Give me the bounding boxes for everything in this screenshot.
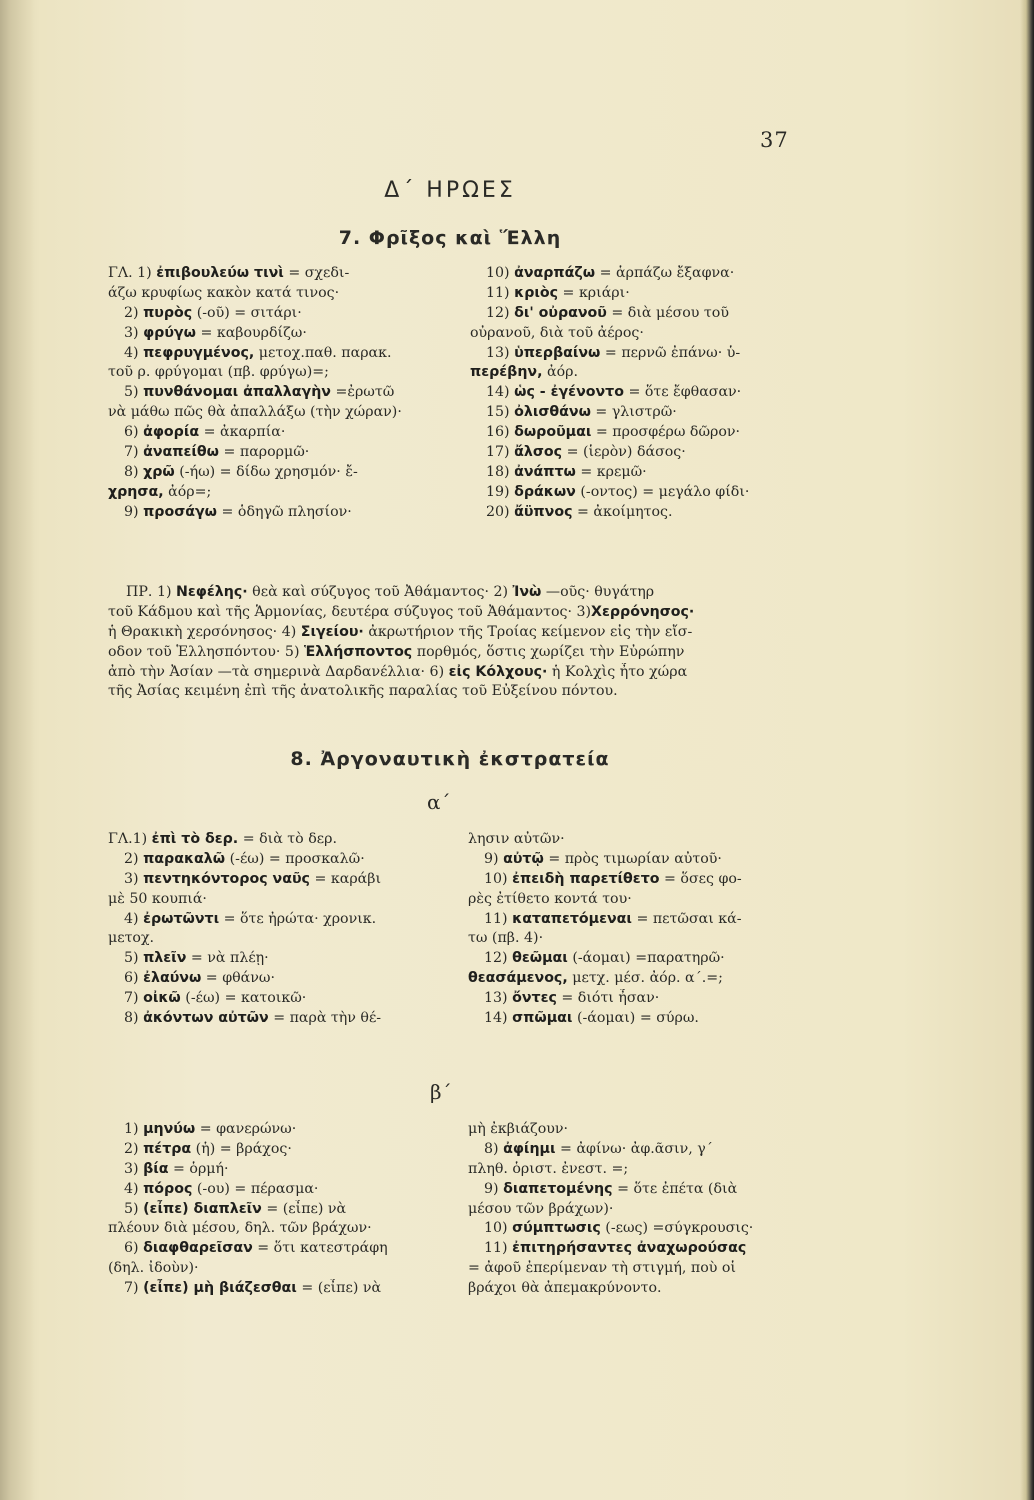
- entry-number: ΓΛ.1): [108, 831, 152, 847]
- entry-number: 13): [484, 990, 513, 1007]
- glossary-line: [470, 324, 810, 344]
- entry-number: 2): [124, 1140, 144, 1157]
- headword: πεφρυγμένος,: [143, 344, 255, 361]
- definition: = παρὰ τὴν θέ-: [273, 1010, 382, 1027]
- headword: πυνθάνομαι ἀπαλλαγὴν: [143, 384, 331, 401]
- definition: = ὁδηγῶ πλησίον·: [221, 503, 352, 520]
- part-b-glossary-right: [468, 1120, 808, 1299]
- headword: ὡς - ἐγένοντο: [514, 384, 624, 401]
- note-term: εἰς Κόλχους·: [448, 663, 548, 680]
- definition: ἀόρ=;: [168, 483, 212, 500]
- headword: πόρος: [143, 1180, 193, 1197]
- definition: = περνῶ ἐπάνω· ὑ-: [604, 344, 741, 361]
- glossary-line: [468, 1160, 808, 1180]
- page-edge-shadow: [1020, 0, 1034, 1500]
- section-7-glossary-left: [108, 264, 458, 523]
- headword: ἀνάπτω: [514, 463, 576, 480]
- entry-number: 11): [486, 284, 515, 301]
- headword: δωροῦμαι: [514, 424, 592, 441]
- headword: ἄϋπνος: [514, 503, 573, 520]
- headword: πλεῖν: [143, 950, 187, 967]
- headword: διαφθαρεῖσαν: [143, 1240, 253, 1257]
- definition: μετοχ.παθ. παρακ.: [258, 344, 392, 361]
- glossary-line: [108, 1160, 458, 1180]
- glossary-line: [468, 1180, 808, 1200]
- headword: παρακαλῶ: [143, 850, 226, 867]
- entry-number: 12): [484, 950, 513, 967]
- definition: ρὲς ἐτίθετο κοντά του·: [468, 890, 632, 907]
- headword: ἐπιτηρήσαντες ἀναχωρούσας: [512, 1240, 747, 1257]
- note-text: οδον τοῦ Ἑλλησπόντου· 5): [108, 643, 304, 660]
- definition: = ἀφίνω· ἀφ.ᾶσιν, γ΄: [560, 1140, 713, 1157]
- definition: = γλιστρῶ·: [595, 404, 677, 421]
- definition: (-εως) =σύγκρουσις·: [605, 1220, 754, 1237]
- definition: = (εἶπε) νὰ: [301, 1280, 382, 1297]
- glossary-line: [108, 949, 458, 969]
- headword: περέβην,: [470, 364, 543, 381]
- definition: = διὰ τὸ δερ.: [242, 831, 337, 847]
- glossary-line: [108, 929, 458, 949]
- glossary-line: [470, 483, 810, 503]
- definition: μετοχ.: [108, 930, 155, 947]
- definition: = (εἶπε) νὰ: [266, 1200, 347, 1217]
- section-8-title: 8. Ἀργοναυτικὴ ἐκστρατεία: [290, 748, 610, 770]
- note-text: τοῦ Κάδμου καὶ τῆς Ἁρμονίας, δευτέρα σύζυγος τοῦ Ἀθάμαντος· 3): [108, 603, 592, 620]
- glossary-line: [468, 929, 808, 949]
- glossary-line: [108, 989, 458, 1009]
- note-term: Σιγείου·: [300, 623, 364, 640]
- headword: (εἶπε) μὴ βιάζεσθαι: [143, 1280, 297, 1297]
- definition: πλέουν διὰ μέσου, δηλ. τῶν βράχων·: [108, 1220, 372, 1237]
- glossary-line: [108, 1239, 458, 1259]
- headword: ἐπὶ τὸ δερ.: [151, 831, 239, 847]
- definition: βράχοι θὰ ἀπεμακρύνοντο.: [468, 1280, 662, 1297]
- definition: (δηλ. ἰδοὺν)·: [108, 1260, 199, 1277]
- definition: = κρεμῶ·: [580, 463, 647, 480]
- definition: = ἀκοίμητος.: [577, 503, 673, 520]
- definition: = ὅτι κατεστράφη: [257, 1240, 388, 1257]
- headword: σπῶμαι: [512, 1010, 573, 1027]
- definition: = ὅτε ἐπέτα (διὰ: [617, 1180, 738, 1197]
- definition: = διότι ἦσαν·: [561, 990, 660, 1007]
- glossary-line: [470, 463, 810, 483]
- entry-number: 15): [486, 404, 515, 421]
- note-line: [108, 682, 808, 702]
- headword: ἀφίημι: [503, 1140, 556, 1157]
- headword: σύμπτωσις: [512, 1220, 601, 1237]
- glossary-line: [470, 423, 810, 443]
- glossary-line: [470, 304, 810, 324]
- glossary-line: [108, 403, 458, 423]
- entry-number: 3): [124, 1160, 144, 1177]
- glossary-line: [108, 284, 458, 304]
- note-text: ΠΡ. 1): [126, 584, 177, 600]
- note-line: [108, 663, 808, 683]
- entry-number: 7): [124, 1280, 144, 1297]
- definition: (-άομαι) =παρατηρῶ·: [572, 950, 725, 967]
- headword: ἀναπείθω: [143, 444, 219, 461]
- glossary-line: [468, 1009, 808, 1029]
- glossary-line: [108, 1219, 458, 1239]
- headword: ὀλισθάνω: [514, 404, 591, 421]
- definition: ἀόρ.: [547, 364, 578, 381]
- note-term: Ἑλλήσποντος: [304, 643, 413, 660]
- glossary-line: [468, 1200, 808, 1220]
- entry-number: 5): [124, 950, 144, 967]
- note-line: [108, 603, 808, 623]
- headword: ἄλσος: [514, 444, 563, 461]
- glossary-line: [108, 830, 458, 850]
- glossary-line: [108, 1120, 458, 1140]
- glossary-line: [468, 1279, 808, 1299]
- note-line: [108, 583, 808, 603]
- definition: = διὰ μέσου τοῦ: [611, 304, 729, 321]
- entry-number: 11): [484, 910, 513, 927]
- glossary-line: [108, 383, 458, 403]
- definition: = σχεδι-: [288, 265, 350, 281]
- glossary-line: [108, 503, 458, 523]
- entry-number: 14): [486, 384, 515, 401]
- entry-number: 6): [124, 424, 144, 441]
- headword: χρησα,: [108, 483, 164, 500]
- headword: ὄντες: [512, 990, 557, 1007]
- glossary-line: [108, 483, 458, 503]
- definition: μετχ. μέσ. ἀόρ. α΄.=;: [572, 970, 723, 987]
- headword: ἐλαύνω: [143, 970, 202, 987]
- entry-number: 19): [486, 483, 515, 500]
- headword: θεῶμαι: [512, 950, 568, 967]
- definition: = πετῶσαι κά-: [636, 910, 742, 927]
- note-term: Χερρόνησος·: [591, 603, 695, 620]
- definition: μέσου τῶν βράχων)·: [468, 1200, 614, 1217]
- definition: = φανερώνω·: [199, 1121, 297, 1137]
- glossary-line: [468, 910, 808, 930]
- note-text: —οῦς· θυγάτηρ: [541, 584, 655, 600]
- entry-number: 3): [124, 324, 144, 341]
- entry-number: 7): [124, 444, 144, 461]
- glossary-line: [468, 890, 808, 910]
- glossary-line: [470, 344, 810, 364]
- glossary-line: [108, 890, 458, 910]
- definition: = καβουρδίζω·: [200, 324, 307, 341]
- entry-number: 4): [124, 910, 144, 927]
- headword: πυρὸς: [143, 304, 193, 321]
- definition: = ὅτε ἔφθασαν·: [628, 384, 742, 401]
- entry-number: 6): [124, 1240, 144, 1257]
- glossary-line: [108, 1279, 458, 1299]
- glossary-line: [108, 910, 458, 930]
- chapter-title: Δ΄ ΗΡΩΕΣ: [384, 178, 516, 203]
- glossary-line: [470, 363, 810, 383]
- entry-number: 10): [486, 265, 515, 281]
- headword: δράκων: [514, 483, 576, 500]
- glossary-line: [470, 503, 810, 523]
- glossary-line: [470, 403, 810, 423]
- entry-number: 9): [124, 503, 144, 520]
- headword: θεασάμενος,: [468, 970, 568, 987]
- entry-number: 1): [124, 1121, 144, 1137]
- definition: = κριάρι·: [562, 284, 630, 301]
- definition: λησιν αὐτῶν·: [468, 831, 565, 847]
- glossary-line: [468, 850, 808, 870]
- glossary-line: [468, 870, 808, 890]
- entry-number: 4): [124, 344, 144, 361]
- entry-number: 18): [486, 463, 515, 480]
- headword: προσάγω: [143, 503, 217, 520]
- glossary-line: [468, 989, 808, 1009]
- glossary-line: [108, 344, 458, 364]
- note-text: ἀκρωτήριον τῆς Τροίας κείμενον εἰς τὴν εἴσ-: [363, 623, 693, 640]
- note-text: ἡ Κολχὶς ἦτο χώρα: [547, 663, 688, 680]
- entry-number: 7): [124, 990, 144, 1007]
- definition: = νὰ πλέῃ·: [190, 950, 269, 967]
- entry-number: 11): [484, 1240, 513, 1257]
- headword: πεντηκόντορος ναῦς: [143, 870, 310, 887]
- definition: =ἐρωτῶ: [335, 384, 395, 401]
- entry-number: 20): [486, 503, 515, 520]
- definition: = ὁρμή·: [173, 1160, 229, 1177]
- headword: μηνύω: [143, 1121, 196, 1137]
- definition: οὐρανοῦ, διὰ τοῦ ἀέρος·: [470, 324, 644, 341]
- definition: (-οῦ) = σιτάρι·: [196, 304, 302, 321]
- glossary-line: [108, 363, 458, 383]
- headword: πέτρα: [143, 1140, 192, 1157]
- glossary-line: [470, 264, 810, 284]
- glossary-line: [108, 1200, 458, 1220]
- entry-number: 10): [484, 870, 513, 887]
- headword: διαπετομένης: [503, 1180, 613, 1197]
- note-text: τῆς Ἀσίας κειμένη ἐπὶ τῆς ἀνατολικῆς παραλίας τοῦ Εὐξείνου πόντου.: [108, 683, 618, 700]
- headword: χρῶ: [143, 463, 175, 480]
- definition: = ὅσες φο-: [664, 870, 742, 887]
- part-b-glossary-left: [108, 1120, 458, 1299]
- glossary-line: [468, 1120, 808, 1140]
- glossary-line: [468, 1219, 808, 1239]
- headword: ἀκόντων αὐτῶν: [143, 1010, 269, 1027]
- headword: (εἶπε) διαπλεῖν: [143, 1200, 262, 1217]
- definition: νὰ μάθω πῶς θὰ ἀπαλλάξω (τὴν χώραν)·: [108, 404, 402, 421]
- definition: τοῦ ρ. φρύγομαι (πβ. φρύγω)=;: [108, 364, 329, 381]
- note-line: [108, 643, 808, 663]
- definition: = (ἱερὸν) δάσος·: [566, 444, 686, 461]
- part-b-label: β΄: [430, 1080, 452, 1104]
- definition: = φθάνω·: [205, 970, 275, 987]
- headword: οἰκῶ: [143, 990, 181, 1007]
- definition: (ἡ) = βράχος·: [195, 1140, 292, 1157]
- definition: = καράβι: [314, 870, 382, 887]
- entry-number: 14): [484, 1010, 513, 1027]
- note-text: ἀπὸ τὴν Ἀσίαν —τὰ σημερινὰ Δαρδανέλλια· 6): [108, 663, 449, 680]
- note-text: θεὰ καὶ σύζυγος τοῦ Ἀθάμαντος· 2): [247, 584, 513, 600]
- glossary-line: [108, 1259, 458, 1279]
- glossary-line: [108, 1140, 458, 1160]
- definition: = ἁρπάζω ἔξαφνα·: [599, 265, 735, 281]
- entry-number: 2): [124, 304, 144, 321]
- definition: = πρὸς τιμωρίαν αὐτοῦ·: [548, 850, 722, 867]
- definition: (-άομαι) = σύρω.: [576, 1010, 699, 1027]
- glossary-line: [108, 969, 458, 989]
- headword: φρύγω: [143, 324, 196, 341]
- definition: (-έω) = κατοικῶ·: [185, 990, 307, 1007]
- glossary-line: [470, 443, 810, 463]
- entry-number: 16): [486, 424, 515, 441]
- glossary-line: [108, 304, 458, 324]
- glossary-line: [468, 1259, 808, 1279]
- entry-number: 8): [484, 1140, 504, 1157]
- glossary-line: [470, 383, 810, 403]
- definition: (-έω) = προσκαλῶ·: [229, 850, 365, 867]
- definition: = ἀφοῦ ἐπερίμεναν τὴ στιγμή, ποὺ οἱ: [468, 1260, 736, 1277]
- note-text: πορθμός, ὅστις χωρίζει τὴν Εὐρώπην: [412, 643, 685, 660]
- glossary-line: [108, 423, 458, 443]
- headword: αὐτῷ: [503, 850, 544, 867]
- headword: καταπετόμεναι: [512, 910, 632, 927]
- entry-number: 17): [486, 444, 515, 461]
- glossary-line: [108, 870, 458, 890]
- entry-number: 9): [484, 850, 504, 867]
- headword: ἐρωτῶντι: [143, 910, 220, 927]
- glossary-line: [468, 949, 808, 969]
- section-7-notes: [108, 583, 808, 702]
- section-7-glossary-right: [470, 264, 810, 523]
- headword: δι' οὐρανοῦ: [514, 304, 607, 321]
- definition: = παρορμῶ·: [223, 444, 310, 461]
- glossary-line: [468, 969, 808, 989]
- headword: ἐπειδὴ παρετίθετο: [512, 870, 660, 887]
- definition: άζω κρυφίως κακὸν κατά τινος·: [108, 284, 340, 301]
- glossary-line: [108, 324, 458, 344]
- definition: = ὅτε ἠρώτα· χρονικ.: [223, 910, 377, 927]
- page-number: 37: [760, 128, 789, 152]
- headword: ἀναρπάζω: [514, 265, 596, 281]
- glossary-line: [468, 1140, 808, 1160]
- note-text: ἡ Θρακικὴ χερσόνησος· 4): [108, 623, 301, 640]
- definition: τω (πβ. 4)·: [468, 930, 544, 947]
- glossary-line: [108, 264, 458, 284]
- headword: ὑπερβαίνω: [514, 344, 601, 361]
- glossary-line: [470, 284, 810, 304]
- glossary-line: [108, 850, 458, 870]
- definition: (-οντος) = μεγάλο φίδι·: [580, 483, 750, 500]
- glossary-line: [108, 463, 458, 483]
- glossary-line: [468, 1239, 808, 1259]
- entry-number: 9): [484, 1180, 504, 1197]
- glossary-line: [108, 443, 458, 463]
- headword: κριὸς: [514, 284, 559, 301]
- definition: = προσφέρω δῶρον·: [595, 424, 741, 441]
- part-a-label: α΄: [427, 790, 451, 814]
- note-term: Νεφέλης·: [176, 584, 248, 600]
- entry-number: 10): [484, 1220, 513, 1237]
- entry-number: 12): [486, 304, 515, 321]
- note-line: [108, 623, 808, 643]
- definition: μὴ ἐκβιάζουν·: [468, 1121, 569, 1137]
- part-a-glossary-left: [108, 830, 458, 1029]
- entry-number: 6): [124, 970, 144, 987]
- headword: ἐπιβουλεύω τινὶ: [156, 265, 284, 281]
- glossary-line: [108, 1009, 458, 1029]
- definition: = ἀκαρπία·: [203, 424, 286, 441]
- definition: (-ήω) = δίδω χρησμόν· ἔ-: [179, 463, 358, 480]
- glossary-line: [468, 830, 808, 850]
- glossary-line: [108, 1180, 458, 1200]
- entry-number: 13): [486, 344, 515, 361]
- note-term: Ἰνὼ: [512, 584, 542, 600]
- headword: ἀφορία: [143, 424, 200, 441]
- entry-number: 5): [124, 384, 144, 401]
- part-a-glossary-right: [468, 830, 808, 1029]
- entry-number: 8): [124, 463, 144, 480]
- entry-number: 2): [124, 850, 144, 867]
- definition: μὲ 50 κουπιά·: [108, 890, 207, 907]
- definition: (-ου) = πέρασμα·: [196, 1180, 319, 1197]
- headword: βία: [143, 1160, 169, 1177]
- entry-number: 5): [124, 1200, 144, 1217]
- entry-number: ΓΛ. 1): [108, 265, 157, 281]
- entry-number: 3): [124, 870, 144, 887]
- entry-number: 4): [124, 1180, 144, 1197]
- section-7-title: 7. Φρῖξος καὶ Ἕλλη: [338, 227, 562, 249]
- entry-number: 8): [124, 1010, 144, 1027]
- definition: πληθ. ὁριστ. ἐνεστ. =;: [468, 1160, 629, 1177]
